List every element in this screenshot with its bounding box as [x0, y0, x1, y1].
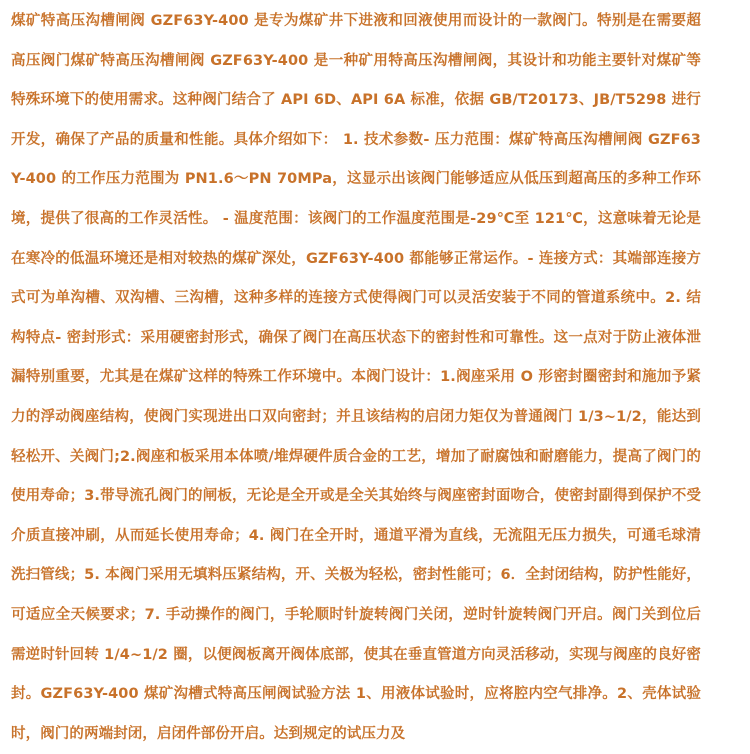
- article-body: [11, 2, 701, 754]
- article-paragraph: 煤矿特高压沟槽闸阀 GZF63Y-400 是专为煤矿井下进液和回液使用而设计的一款阀门。特别是在需要超高压阀门煤矿特高压沟槽闸阀 GZF63Y-400 是一种矿用特高压沟槽闸阀，其设计和功能主要针对煤矿等特殊环境下的使用需求。这种阀门结合了 API 6D、API 6A 标准，依据 GB/T20173、JB/T5298 进行开发，确保了产品的质量和性能。具体介绍如下： 1. 技术参数- 压力范围：煤矿特高压沟槽闸阀 GZF63Y-400 的工作压力范围为 PN1.6～PN 70MPa，这显示出该阀门能够适应从低压到超高压的多种工作环境，提供了很高的工作灵活性。 - 温度范围：该阀门的工作温度范围是-29℃至 121℃，这意味着无论是在寒冷的低温环境还是相对较热的煤矿深处，GZF63Y-400 都能够正常运作。- 连接方式：其端部连接方式可为单沟槽、双沟槽、三沟槽，这种多样的连接方式使得阀门可以灵活安装于不同的管道系统中。2. 结构特点- 密封形式：采用硬密封形式，确保了阀门在高压状态下的密封性和可靠性。这一点对于防止液体泄漏特别重要，尤其是在煤矿这样的特殊工作环境中。本阀门设计：1.阀座采用 O 形密封圈密封和施加予紧力的浮动阀座结构，使阀门实现进出口双向密封；并且该结构的启闭力矩仅为普通阀门 1/3~1/2，能达到轻松开、关阀门;2.阀座和板采用本体喷/堆焊硬件质合金的工艺，增加了耐腐蚀和耐磨能力，提高了阀门的使用寿命；3.带导流孔阀门的闸板，无论是全开或是全关其始终与阀座密封面吻合，使密封副得到保护不受介质直接冲刷，从而延长使用寿命；4. 阀门在全开时，通道平滑为直线，无流阻无压力损失，可通毛球清洗扫管线；5. 本阀门采用无填料压紧结构，开、关极为轻松，密封性能可；6．全封闭结构，防护性能好，可适应全天候要求；7. 手动操作的阀门，手轮顺时针旋转阀门关闭，逆时针旋转阀门开启。阀门关到位后需逆时针回转 1/4~1/2 圈，以便阀板离开阀体底部，使其在垂直管道方向灵活移动，实现与阀座的良好密封。GZF63Y-400 煤矿沟槽式特高压闸阀试验方法 1、用液体试验时，应将腔内空气排净。2、壳体试验时，阀门的两端封闭，启闭件部份开启。达到规定的试压力及: [11, 13, 701, 742]
